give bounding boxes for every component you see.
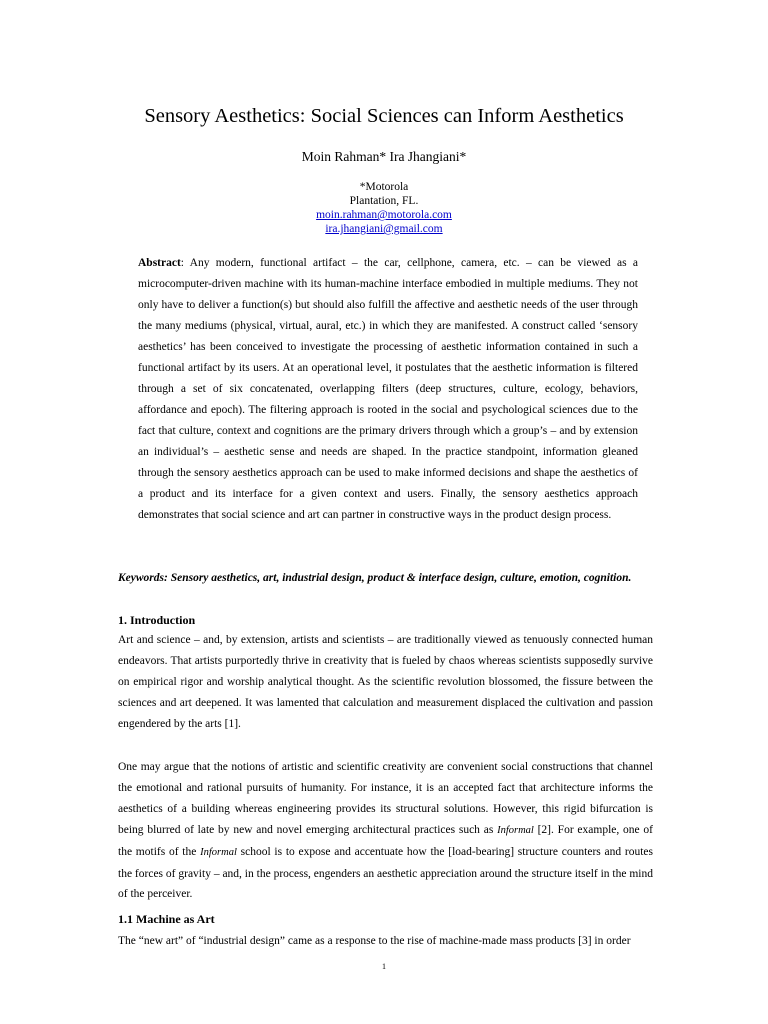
informal-term-1: Informal: [497, 824, 534, 836]
keywords: Keywords: Sensory aesthetics, art, industrial design, product & interface design, culture, emotion, cognition.: [118, 572, 632, 584]
affiliation-location: Plantation, FL.: [349, 195, 419, 207]
affiliation-block: [0, 180, 768, 236]
section-heading-machine-as-art: 1.1 Machine as Art: [118, 912, 215, 926]
email-link-2[interactable]: ira.jhangiani@gmail.com: [325, 223, 443, 235]
paper-authors: Moin Rahman* Ira Jhangiani*: [301, 149, 467, 164]
page-number: 1: [382, 962, 386, 971]
abstract: [138, 253, 638, 526]
informal-term-2: Informal: [200, 846, 237, 858]
section-heading-introduction: 1. Introduction: [118, 613, 196, 627]
intro-paragraph-2: One may argue that the notions of artistic and scientific creativity are convenient social constructions that channel the emotional and rational pursuits of humanity. For instance, it is an accepted fact that architecture informs the aesthetics of a building whereas engineering provides its structural solutions. However, this rigid bifurcation is being blurred of late by new and novel emerging architectural practices such as Informal [2]. For example, one of the motifs of the Informal school is to expose and accentuate how the [load-bearing] structure counters and routes the forces of gravity – and, in the process, engenders an aesthetic appreciation around the structure itself in the mind of the perceiver.: [118, 761, 653, 901]
machine-as-art-paragraph: The “new art” of “industrial design” came as a response to the rise of machine-made mass products [3] in order: [118, 935, 631, 947]
intro-paragraph-1: Art and science – and, by extension, artists and scientists – are traditionally viewed as tenuously connected human endeavors. That artists purportedly thrive in creativity that is fueled by chaos whereas scientists supposedly survive on empirical rigor and worship analytical thought. As the scientific revolution blossomed, the fissure between the sciences and art deepened. It was lamented that calculation and measurement displaced the cultivation and passion engendered by the arts [1].: [118, 634, 653, 730]
affiliation-org: *Motorola: [359, 181, 409, 193]
abstract-text: : Any modern, functional artifact – the car, cellphone, camera, etc. – can be viewed as a microcomputer-driven machine with its human-machine interface embodied in multiple mediums. They not only have to deliver a function(s) but should also fulfill the affective and aesthetic needs of the user through the many mediums (physical, virtual, aural, etc.) in which they are manifested. A construct called ‘sensory aesthetics’ has been conceived to investigate the processing of aesthetic information contained in such a functional artifact by its users. At an operational level, it postulates that the aesthetic information is filtered through a set of six concatenated, overlapping filters (deep structures, culture, ecology, behaviors, affordance and epoch). The filtering approach is rooted in the social and psychological sciences due to the fact that culture, context and cognitions are the primary drivers through which a group’s – and by extension an individual’s – aesthetic sense and needs are shaped. In the practice standpoint, information gleaned through the sensory aesthetics approach can be used to make informed decisions and shape the aesthetics of a product and its interface for a given context and users. Finally, the sensory aesthetics approach demonstrates that social science and art can partner in constructive ways in the product design process.: [138, 257, 638, 521]
abstract-label: Abstract: [138, 257, 181, 269]
email-link-1[interactable]: moin.rahman@motorola.com: [316, 209, 452, 221]
paper-title: Sensory Aesthetics: Social Sciences can Inform Aesthetics: [144, 105, 624, 127]
